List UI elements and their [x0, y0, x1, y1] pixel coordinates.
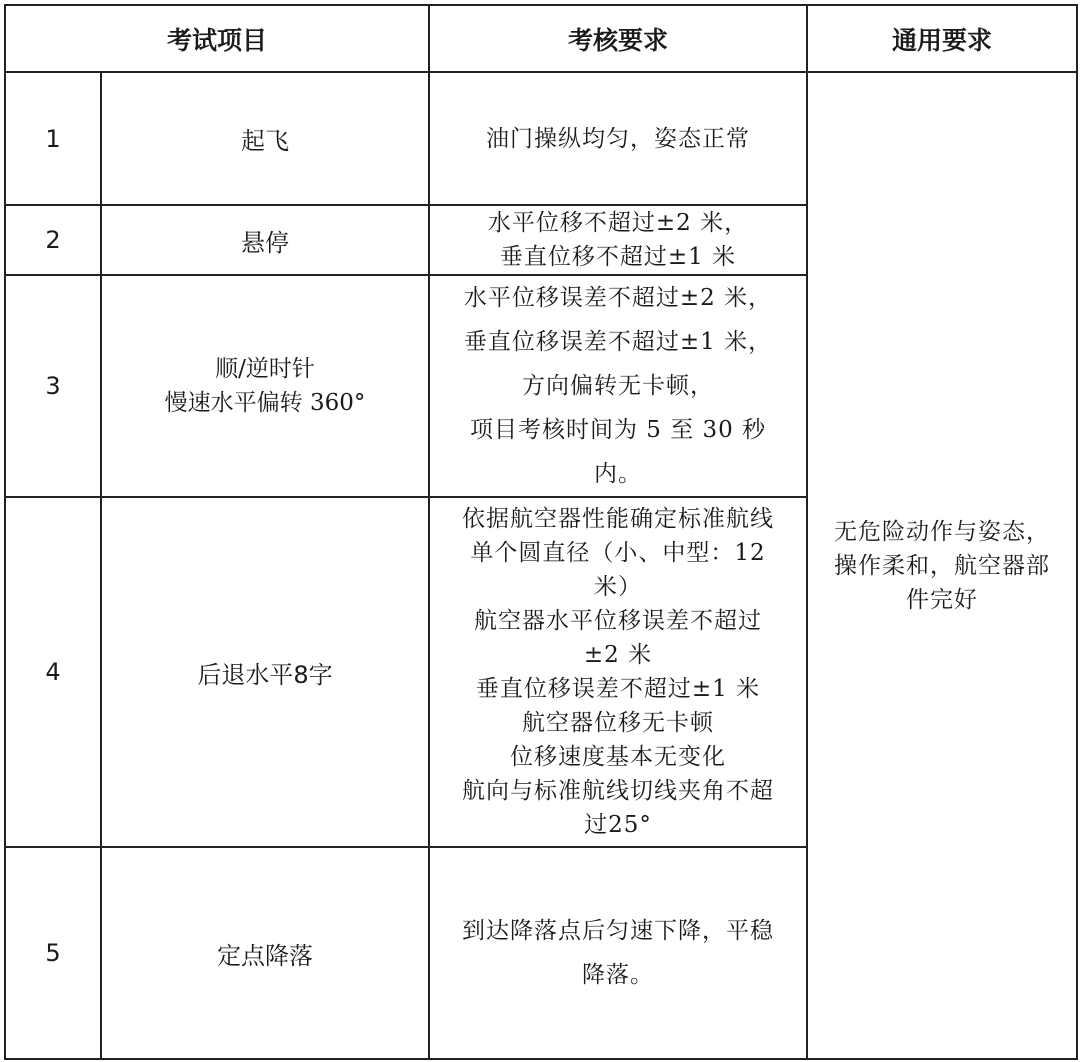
- general-requirement-line: 操作柔和，航空器部: [834, 552, 1051, 579]
- table-row: [5, 72, 1077, 205]
- general-requirement-line: 无危险动作与姿态，: [834, 518, 1051, 545]
- requirement-line: 垂直位移误差不超过±1 米: [475, 676, 761, 702]
- requirement-line: 项目考核时间为 5 至 30 秒: [469, 417, 767, 443]
- requirement-line: 依据航空器性能确定标准航线: [462, 506, 775, 532]
- requirement-line: 油门操纵均匀，姿态正常: [486, 125, 751, 152]
- requirement-line: 水平位移误差不超过±2 米，: [463, 285, 773, 311]
- requirement-line: 到达降落点后匀速下降，平稳: [462, 918, 775, 944]
- row-number: 4: [5, 497, 101, 847]
- general-requirement-line: 件完好: [906, 586, 979, 613]
- requirement-line: 过25°: [584, 812, 652, 838]
- exam-item: 后退水平8字: [101, 497, 429, 847]
- assessment-requirement: [429, 497, 807, 847]
- general-requirement: [807, 72, 1077, 1059]
- assessment-requirement: [429, 847, 807, 1059]
- requirement-line: 降落。: [582, 962, 655, 988]
- table-header-row: [5, 5, 1077, 72]
- header-exam-item: 考试项目: [5, 5, 429, 72]
- header-general-requirement: 通用要求: [807, 5, 1077, 72]
- requirement-line: 水平位移不超过±2 米，: [487, 210, 749, 236]
- requirement-line: 垂直位移不超过±1 米: [499, 244, 737, 270]
- requirement-line: 方向偏转无卡顿，: [522, 373, 715, 399]
- assessment-requirement: [429, 205, 807, 275]
- requirement-line: 内。: [594, 461, 643, 487]
- requirement-line: 单个圆直径（小、中型：12: [470, 540, 766, 566]
- exam-item: 悬停: [101, 205, 429, 275]
- exam-item-line: 慢速水平偏转 360°: [164, 390, 366, 416]
- exam-item: 起飞: [101, 72, 429, 205]
- requirement-line: 位移速度基本无变化: [510, 744, 727, 770]
- row-number: 1: [5, 72, 101, 205]
- row-number: 5: [5, 847, 101, 1059]
- exam-item-line: 顺/逆时针: [215, 356, 315, 382]
- requirement-line: 航向与标准航线切线夹角不超: [462, 778, 775, 804]
- requirement-line: 米）: [594, 574, 643, 600]
- requirement-line: 航空器位移无卡顿: [522, 710, 715, 736]
- exam-item: 定点降落: [101, 847, 429, 1059]
- row-number: 2: [5, 205, 101, 275]
- header-assessment-requirement: 考核要求: [429, 5, 807, 72]
- row-number: 3: [5, 275, 101, 497]
- exam-item: [101, 275, 429, 497]
- requirement-line: 航空器水平位移误差不超过: [474, 608, 763, 634]
- requirement-line: ±2 米: [583, 642, 653, 668]
- assessment-requirement: [429, 72, 807, 205]
- requirement-line: 垂直位移误差不超过±1 米，: [463, 329, 773, 355]
- exam-requirements-table: [4, 4, 1078, 1060]
- assessment-requirement: [429, 275, 807, 497]
